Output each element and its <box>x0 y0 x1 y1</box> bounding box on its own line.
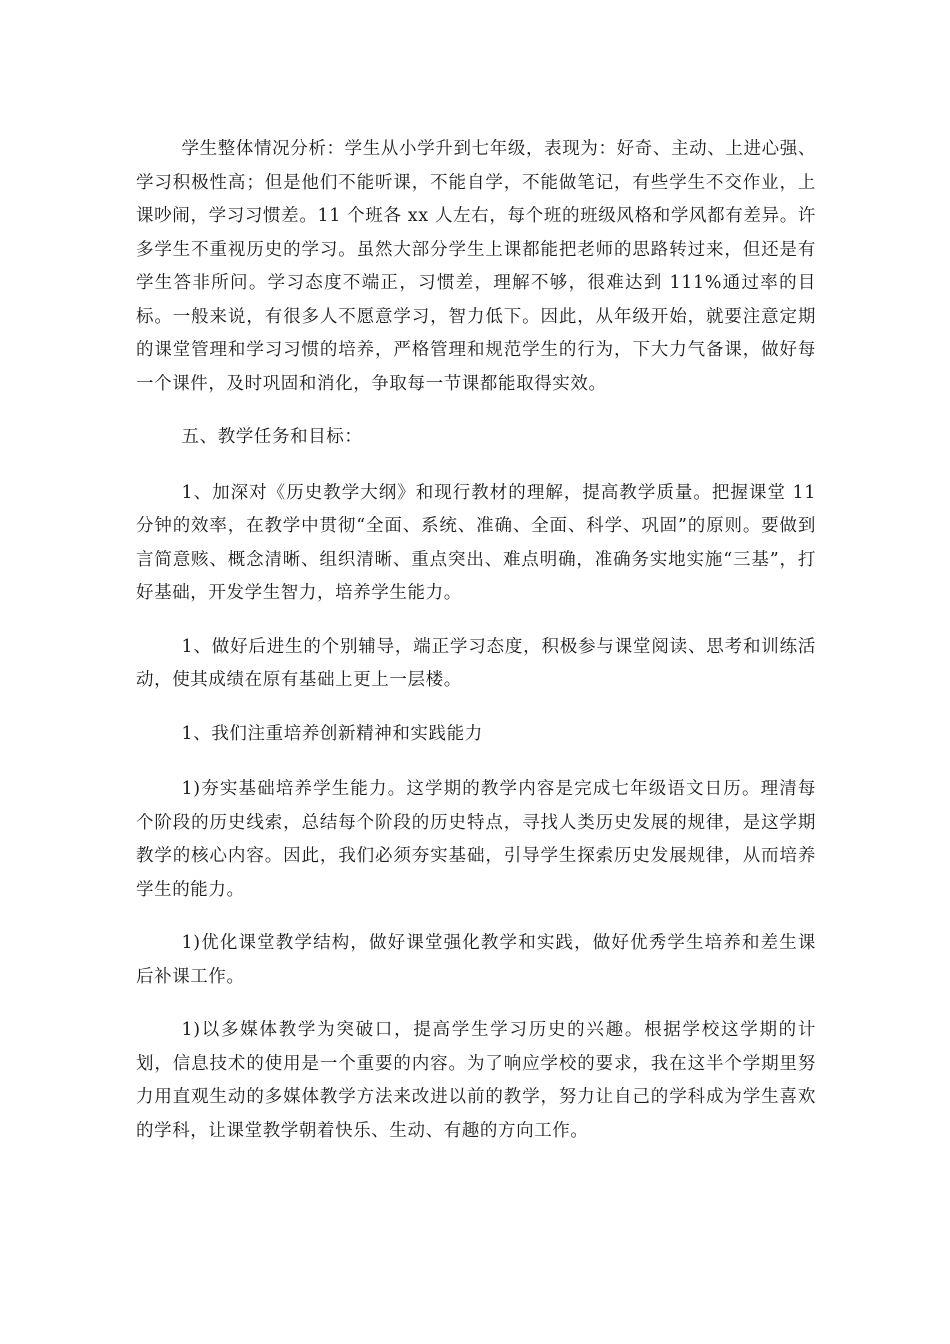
paragraph-multimedia-teaching: 1)以多媒体教学为突破口，提高学生学习历史的兴趣。根据学校这学期的计划，信息技术的使用是一个重要的内容。为了响应学校的要求，我在这半个学期里努力用直观生动的多媒体教学方法来改进以前的教学，努力让自己的学科成为学生喜欢的学科，让课堂教学朝着快乐、生动、有趣的方向工作。 <box>136 1020 816 1141</box>
document-body <box>136 133 816 1168</box>
paragraph-strengthen-foundation: 1)夯实基础培养学生能力。这学期的教学内容是完成七年级语文日历。理清每个阶段的历史线索，总结每个阶段的历史特点，寻找人类历史发展的规律，是这学期教学的核心内容。因此，我们必须夯实基础，引导学生探索历史发展规律，从而培养学生的能力。 <box>136 779 816 900</box>
paragraph-syllabus-understanding: 1、加深对《历史教学大纲》和现行教材的理解，提高教学质量。把握课堂 11 分钟的效率，在教学中贯彻“全面、系统、准确、全面、科学、巩固”的原则。要做到言简意赅、概念清晰、组织清晰、重点突出、难点明确，准确务实地实施“三基”，打好基础，开发学生智力，培养学生能力。 <box>136 482 816 603</box>
paragraph-innovation-practice: 1、我们注重培养创新精神和实践能力 <box>181 723 483 744</box>
paragraph-underachiever-tutoring: 1、做好后进生的个别辅导，端正学习态度，积极参与课堂阅读、思考和训练活动，使其成绩在原有基础上更上一层楼。 <box>136 636 816 690</box>
paragraph-student-analysis: 学生整体情况分析：学生从小学升到七年级，表现为：好奇、主动、上进心强、学习积极性高；但是他们不能听课，不能自学，不能做笔记，有些学生不交作业，上课吵闹，学习习惯差。11 个班各 xx 人左右，每个班的班级风格和学风都有差异。许多学生不重视历史的学习。虽然大部分学生上课都能把老师的思路转过来，但还是有学生答非所问。学习态度不端正，习惯差，理解不够，很难达到 111%通过率的目标。一般来说，有很多人不愿意学习，智力低下。因此，从年级开始，就要注意定期的课堂管理和学习习惯的培养，严格管理和规范学生的行为，下大力气备课，做好每一个课件，及时巩固和消化，争取每一节课都能取得实效。 <box>136 139 816 394</box>
paragraph-optimize-structure: 1)优化课堂教学结构，做好课堂强化教学和实践，做好优秀学生培养和差生课后补课工作。 <box>136 933 816 987</box>
section-heading-teaching-goals: 五、教学任务和目标： <box>181 427 363 447</box>
